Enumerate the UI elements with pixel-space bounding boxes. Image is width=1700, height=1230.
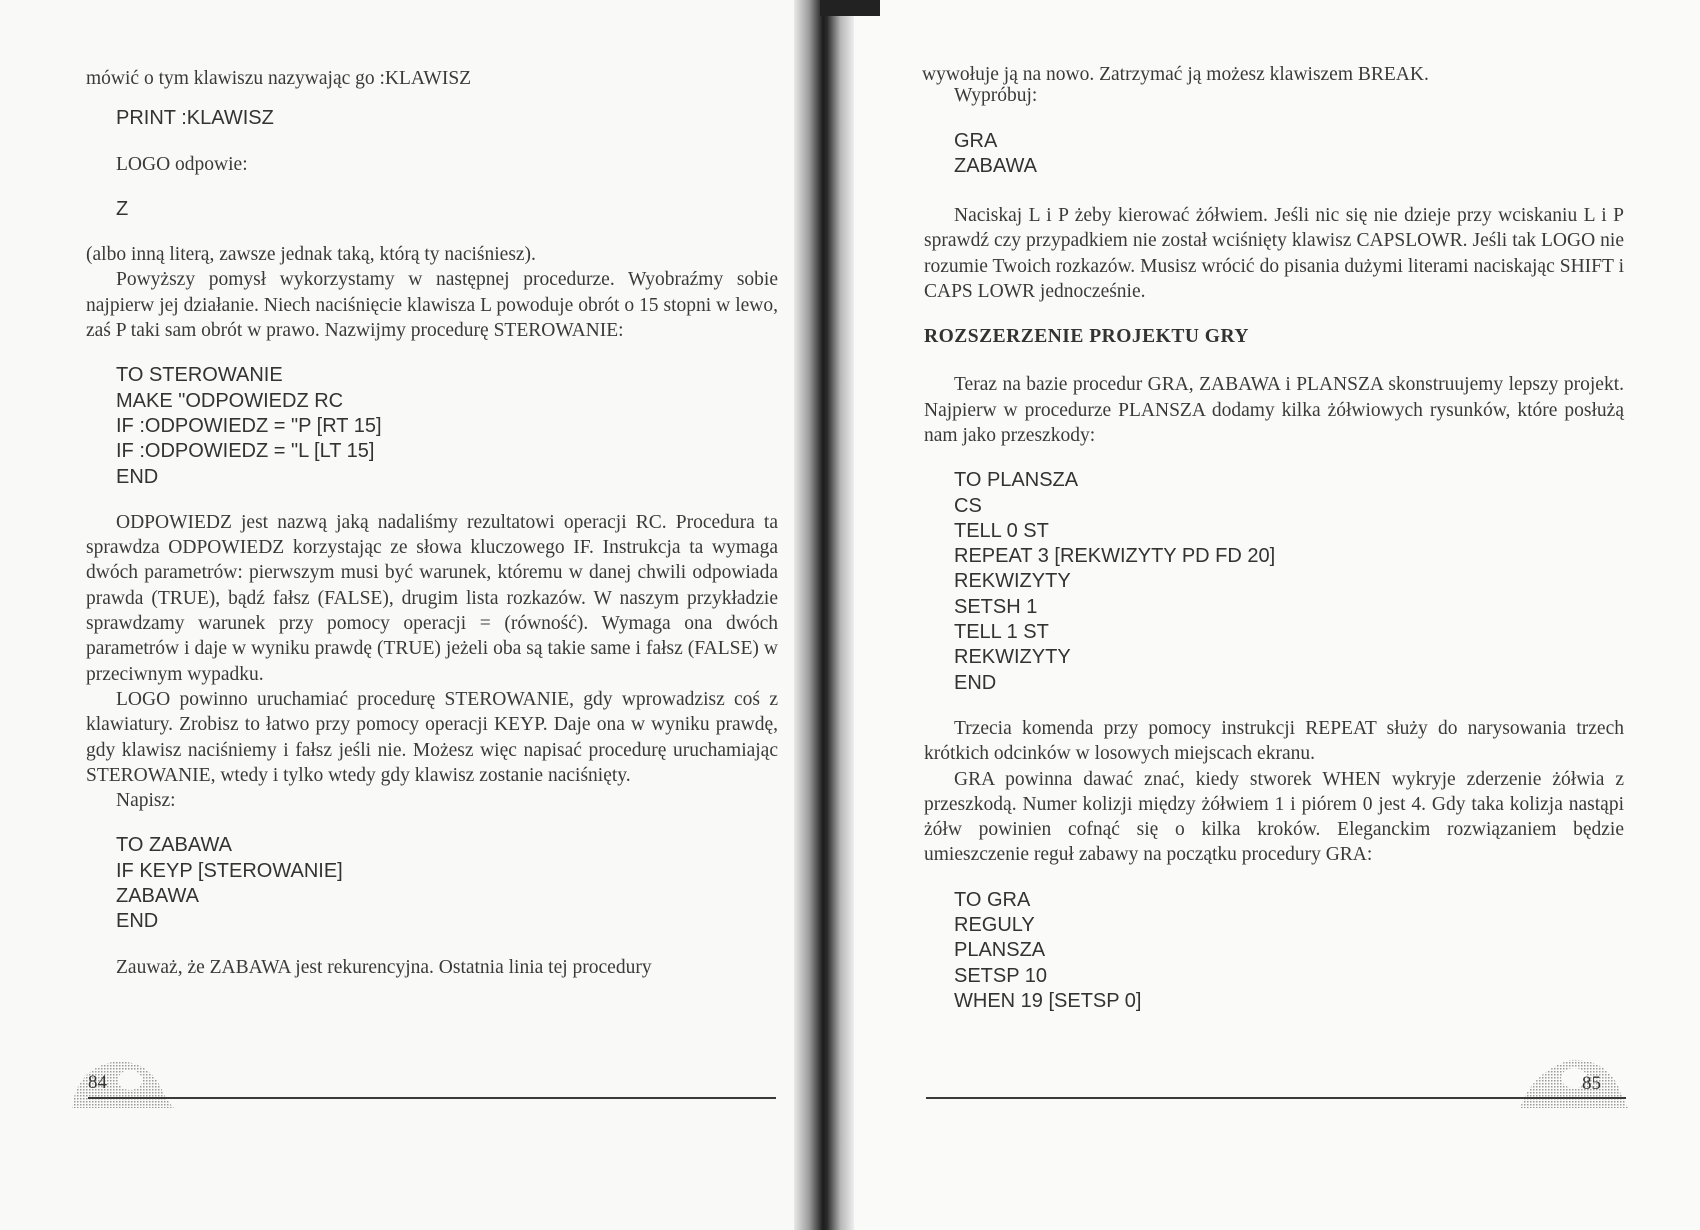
code-line: TO ZABAWA (116, 834, 232, 857)
code-line: REPEAT 3 [REKWIZYTY PD FD 20] (954, 545, 1276, 568)
code-print-klawisz: PRINT :KLAWISZ (116, 107, 274, 130)
code-zabawa (86, 833, 778, 934)
code-line: MAKE "ODPOWIEDZ RC (116, 389, 344, 412)
code-line: TELL 1 ST (954, 621, 1049, 644)
code-line: END (116, 465, 159, 488)
left-page (0, 0, 812, 1230)
left-para-1: (albo inną literą, zawsze jednak taką, którą ty naciśniesz). (86, 244, 536, 266)
footer-rule (88, 1097, 776, 1099)
code-line: REKWIZYTY (954, 646, 1071, 669)
logo-responds-text: LOGO odpowie: (116, 153, 248, 175)
code-line: IF :ODPOWIEDZ = "L [LT 15] (116, 440, 375, 463)
code-line: SETSP 10 (954, 964, 1048, 987)
code-line: IF :ODPOWIEDZ = "P [RT 15] (116, 414, 382, 437)
right-line-2: Wypróbuj: (954, 85, 1038, 107)
code-line: IF KEYP [STEROWANIE] (116, 859, 343, 882)
right-page-text (924, 62, 1624, 1014)
code-line: TO PLANSZA (954, 469, 1079, 492)
code-line: PLANSZA (954, 939, 1046, 962)
code-line: ZABAWA (954, 154, 1037, 177)
code-line: END (954, 671, 997, 694)
left-para-6: Zauważ, że ZABAWA jest rekurencyjna. Ostatnia linia tej procedury (116, 956, 652, 978)
code-line: REGULY (954, 914, 1035, 937)
code-line: GRA (954, 129, 998, 152)
right-para-4: GRA powinna dawać znać, kiedy stworek WHEN wykryje zderzenie żółwia z przeszkodą. Numer kolizji między żółwiem 1 i piórem 0 jest 4. Gdy taka kolizja nastąpi żółw powinien cofnąć się o kilka kroków. Eleganckim rozwiązaniem będzie umieszczenie reguł zabawy na początku procedury GRA: (924, 768, 1624, 866)
code-sterowanie (86, 363, 778, 489)
code-plansza (924, 468, 1624, 696)
code-line: TO GRA (954, 888, 1031, 911)
left-page-text (86, 66, 778, 980)
left-para-5: Napisz: (116, 790, 176, 812)
left-para-4: LOGO powinno uruchamiać procedurę STEROWANIE, gdy wprowadzisz coś z klawiatury. Zrobisz to łatwo przy pomocy operacji KEYP. Daje ona w wyniku prawdę, gdy klawisz naciśniemy i fałsz jeśli nie. Możesz więc napisać procedurę uruchamiając STEROWANIE, wtedy i tylko wtedy gdy klawisz zostanie naciśnięty. (86, 688, 778, 786)
code-line: TO STEROWANIE (116, 364, 283, 387)
left-para-3: ODPOWIEDZ jest nazwą jaką nadaliśmy rezultatowi operacji RC. Procedura ta sprawdza ODPOWIEDZ korzystając ze słowa kluczowego IF. Instrukcja ta wymaga dwóch parametrów: pierwszym musi być warunek, któremu w danej chwili odpowiada prawda (TRUE), bądź fałsz (FALSE), drugim lista rozkazów. W naszym przykładzie sprawdzamy warunek przy pomocy operacji = (równość). Wymaga ona dwóch parametrów i daje w wyniku prawdę (TRUE) jeżeli oba są takie same i fałsz (FALSE) w przeciwnym wypadku. (86, 511, 778, 685)
section-heading: ROZSZERZENIE PROJEKTU GRY (924, 326, 1249, 348)
page-number-left: 84 (88, 1072, 107, 1093)
page-number-right: 85 (1582, 1073, 1601, 1094)
code-line: WHEN 19 [SETSP 0] (954, 989, 1142, 1012)
turtle-mascot-icon (1512, 1050, 1632, 1110)
code-gra-zabawa (924, 129, 1624, 180)
code-line: ZABAWA (116, 885, 199, 908)
code-line: REKWIZYTY (954, 570, 1071, 593)
code-line: END (116, 910, 159, 933)
code-gra (924, 888, 1624, 1014)
code-line: TELL 0 ST (954, 519, 1049, 542)
footer-rule (926, 1097, 1626, 1099)
left-line-1: mówić o tym klawiszu nazywając go :KLAWISZ (86, 68, 472, 89)
turtle-mascot-icon (62, 1050, 182, 1110)
right-line-1: wywołuje ją na nowo. Zatrzymać ją możesz klawiszem BREAK. (922, 64, 1429, 85)
right-page (812, 0, 1700, 1230)
right-para-2: Teraz na bazie procedur GRA, ZABAWA i PLANSZA skonstruujemy lepszy projekt. Najpierw w procedurze PLANSZA dodamy kilka żółwiowych rysunków, które posłużą nam jako przeszkody: (924, 374, 1624, 446)
left-para-2: Powyższy pomysł wykorzystamy w następnej procedurze. Wyobraźmy sobie najpierw jej działanie. Niech naciśnięcie klawisza L powoduje obrót o 15 stopni w lewo, zaś P taki sam obrót w prawo. Nazwijmy procedurę STEROWANIE: (86, 269, 778, 342)
code-line: SETSH 1 (954, 595, 1038, 618)
right-para-1: Naciskaj L i P żeby kierować żółwiem. Jeśli nic się nie dzieje przy wciskaniu L i P sprawdź czy przypadkiem nie został wciśnięty klawisz CAPSLOWR. Jeśli tak LOGO nie rozumie Twoich rozkazów. Musisz wrócić do pisania dużymi literami naciskając SHIFT i CAPS LOWR jednocześnie. (924, 205, 1624, 303)
code-z: Z (116, 197, 129, 220)
book-gutter (794, 0, 854, 1230)
right-para-3: Trzecia komenda przy pomocy instrukcji REPEAT służy do narysowania trzech krótkich odcinków w losowych miejscach ekranu. (924, 717, 1624, 765)
gutter-shadow (820, 0, 880, 16)
code-line: CS (954, 494, 982, 517)
